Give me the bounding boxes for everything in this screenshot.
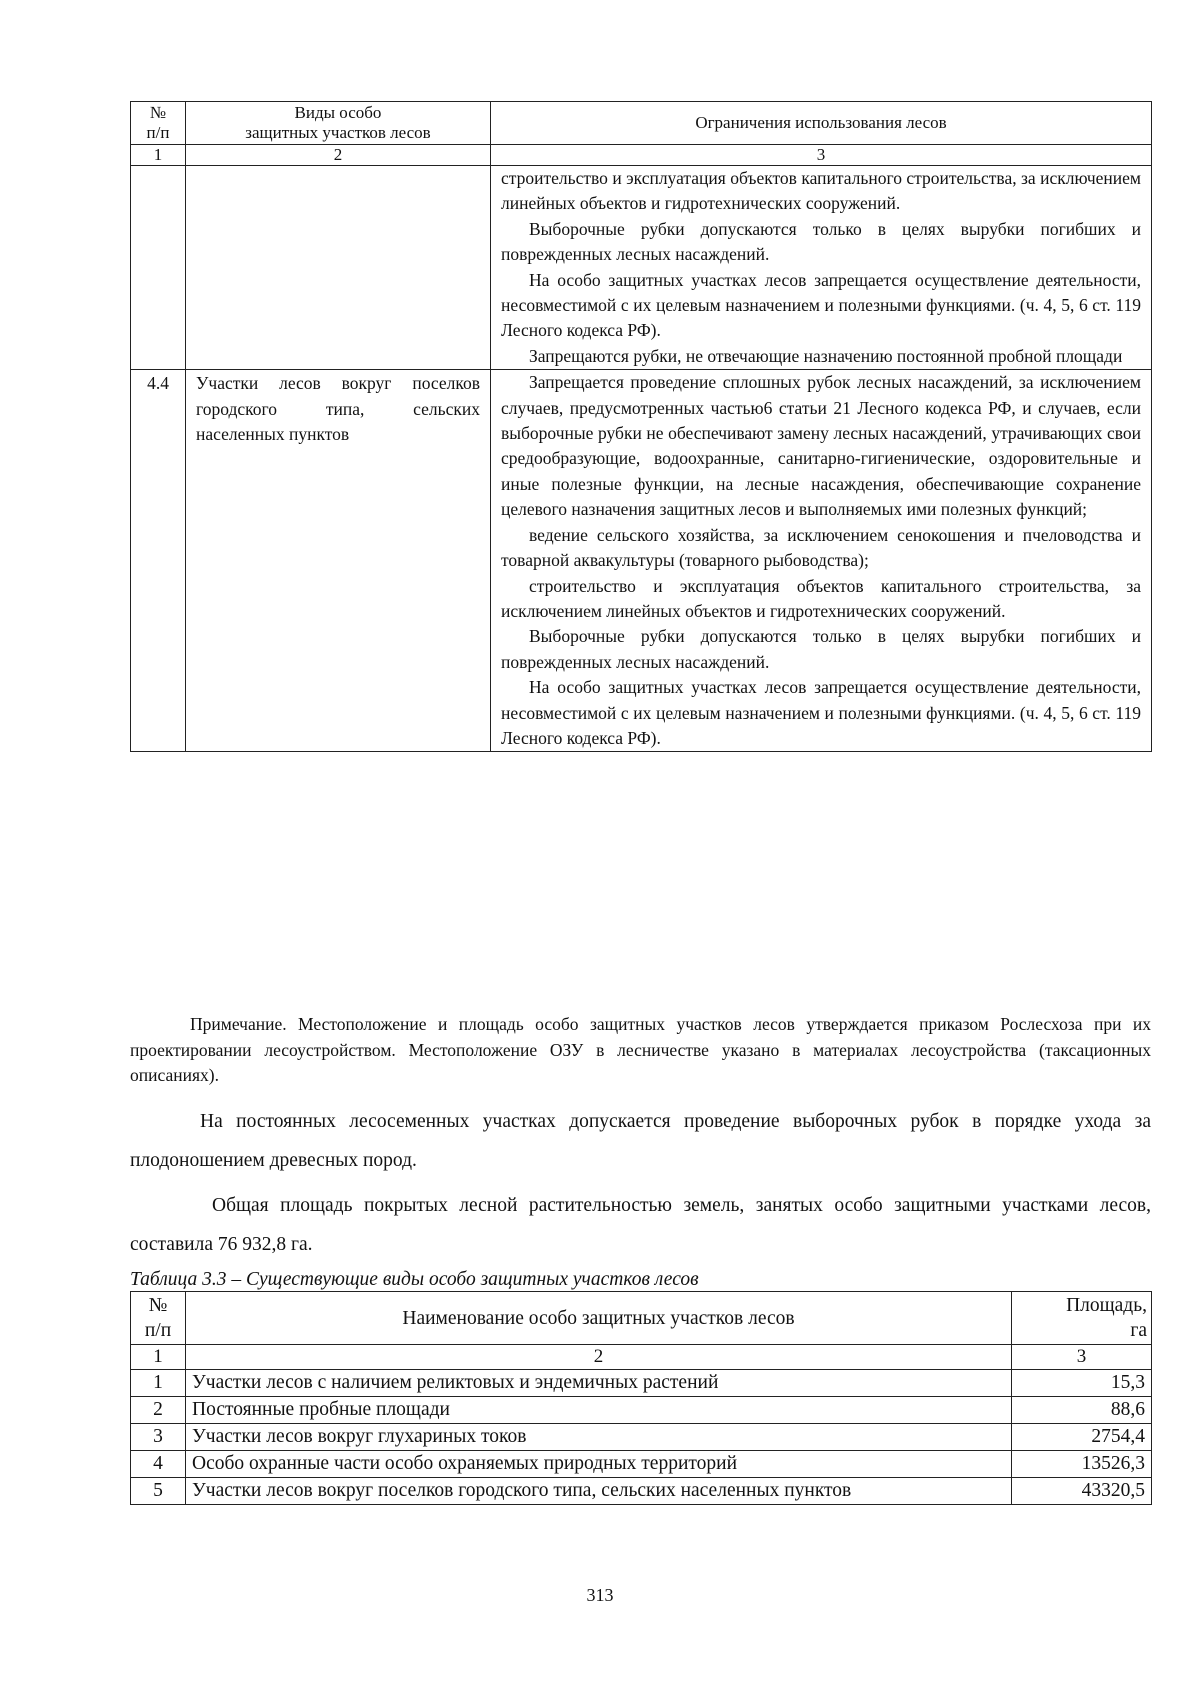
header-forest-type: Виды особо защитных участков лесов: [186, 102, 491, 145]
row-area: 13526,3: [1012, 1451, 1152, 1478]
page-number: 313: [586, 1585, 614, 1605]
row-number: 2: [131, 1397, 186, 1424]
column-number-row: [131, 1345, 1152, 1370]
table-note: [130, 1012, 1151, 1089]
row-type-cell: [186, 166, 491, 370]
restriction-paragraph: строительство и эксплуатация объектов капитального строительства, за исключением линейных объектов и гидротехнических сооружений.: [501, 168, 1141, 214]
table-row: [131, 1451, 1152, 1478]
col-number-3: 3: [491, 145, 1152, 166]
header-name: Наименование особо защитных участков лесов: [186, 1292, 1012, 1345]
row-number-cell: 4.4: [131, 370, 186, 752]
row-area: 2754,4: [1012, 1424, 1152, 1451]
table-row: [131, 166, 1152, 370]
col-number-3: 3: [1012, 1345, 1152, 1370]
row-name: Особо охранные части особо охраняемых природных территорий: [186, 1451, 1012, 1478]
row-area: 43320,5: [1012, 1478, 1152, 1505]
row-number: 1: [131, 1370, 186, 1397]
restriction-paragraph: Выборочные рубки допускаются только в целях вырубки погибших и поврежденных лесных насаждений.: [501, 218, 1141, 265]
column-number-row: [131, 145, 1152, 166]
row-name: Участки лесов вокруг глухариных токов: [186, 1424, 1012, 1451]
col-number-1: 1: [131, 145, 186, 166]
col-number-1: 1: [131, 1345, 186, 1370]
row-restrictions-cell: [491, 166, 1152, 370]
row-name: Постоянные пробные площади: [186, 1397, 1012, 1424]
restrictions-table: [130, 101, 1152, 752]
header-restrictions: Ограничения использования лесов: [491, 102, 1152, 145]
body-paragraph: Общая площадь покрытых лесной растительностью земель, занятых особо защитными участками лесов, составила 76 932,8 га.: [130, 1195, 1151, 1255]
row-name: Участки лесов с наличием реликтовых и эндемичных растений: [186, 1370, 1012, 1397]
forest-areas-table: [130, 1291, 1152, 1505]
restriction-paragraph: Запрещается проведение сплошных рубок лесных насаждений, за исключением случаев, предусмотренных частью6 статьи 21 Лесного кодекса РФ, и случаев, если выборочные рубки не обеспечивают замену лесных насаждений, утрачивающих свои средообразующие, водоохранные, санитарно-гигиенические, оздоровительные и иные полезные функции, на лесные насаждения, обеспечивающие сохранение целевого назначения защитных лесов и выполняемых ими полезных функций;: [501, 372, 1141, 520]
row-type-cell: Участки лесов вокруг поселков городского типа, сельских населенных пунктов: [186, 370, 491, 752]
table-header-row: [131, 102, 1152, 145]
note-text: Примечание. Местоположение и площадь особо защитных участков лесов утверждается приказом Рослесхоза при их проектировании лесоустройством. Местоположение ОЗУ в лесничестве указано в материалах лесоустройства (таксационных описаниях).: [130, 1014, 1151, 1085]
row-restrictions-cell: [491, 370, 1152, 752]
row-number: 3: [131, 1424, 186, 1451]
row-number: 5: [131, 1478, 186, 1505]
table-row: [131, 1424, 1152, 1451]
table-header-row: [131, 1292, 1152, 1345]
header-number: № п/п: [131, 102, 186, 145]
restriction-paragraph: На особо защитных участках лесов запрещается осуществление деятельности, несовместимой с их целевым назначением и полезными функциями. (ч. 4, 5, 6 ст. 119 Лесного кодекса РФ).: [501, 269, 1141, 341]
table-row: [131, 1397, 1152, 1424]
restriction-paragraph: ведение сельского хозяйства, за исключением сенокошения и пчеловодства и товарной аквакультуры (товарного рыбоводства);: [501, 524, 1141, 571]
header-number: № п/п: [131, 1292, 186, 1345]
col-number-2: 2: [186, 145, 491, 166]
table-caption: Таблица 3.3 – Существующие виды особо защитных участков лесов: [130, 1269, 699, 1290]
table-row: [131, 370, 1152, 752]
row-number: 4: [131, 1451, 186, 1478]
col-number-2: 2: [186, 1345, 1012, 1370]
restriction-paragraph: Запрещаются рубки, не отвечающие назначению постоянной пробной площади: [529, 345, 1123, 366]
row-name: Участки лесов вокруг поселков городского типа, сельских населенных пунктов: [186, 1478, 1012, 1505]
restriction-paragraph: На особо защитных участках лесов запрещается осуществление деятельности, несовместимой с их целевым назначением и полезными функциями. (ч. 4, 5, 6 ст. 119 Лесного кодекса РФ).: [501, 677, 1141, 748]
body-paragraph: На постоянных лесосеменных участках допускается проведение выборочных рубок в порядке ухода за плодоношением древесных пород.: [130, 1111, 1151, 1171]
restriction-paragraph: строительство и эксплуатация объектов капитального строительства, за исключением линейных объектов и гидротехнических сооружений.: [501, 575, 1141, 621]
table-row: [131, 1478, 1152, 1505]
row-number-cell: [131, 166, 186, 370]
restriction-paragraph: Выборочные рубки допускаются только в целях вырубки погибших и поврежденных лесных насаждений.: [501, 626, 1141, 672]
row-area: 15,3: [1012, 1370, 1152, 1397]
header-area: Площадь, га: [1012, 1292, 1152, 1345]
table-row: [131, 1370, 1152, 1397]
row-area: 88,6: [1012, 1397, 1152, 1424]
